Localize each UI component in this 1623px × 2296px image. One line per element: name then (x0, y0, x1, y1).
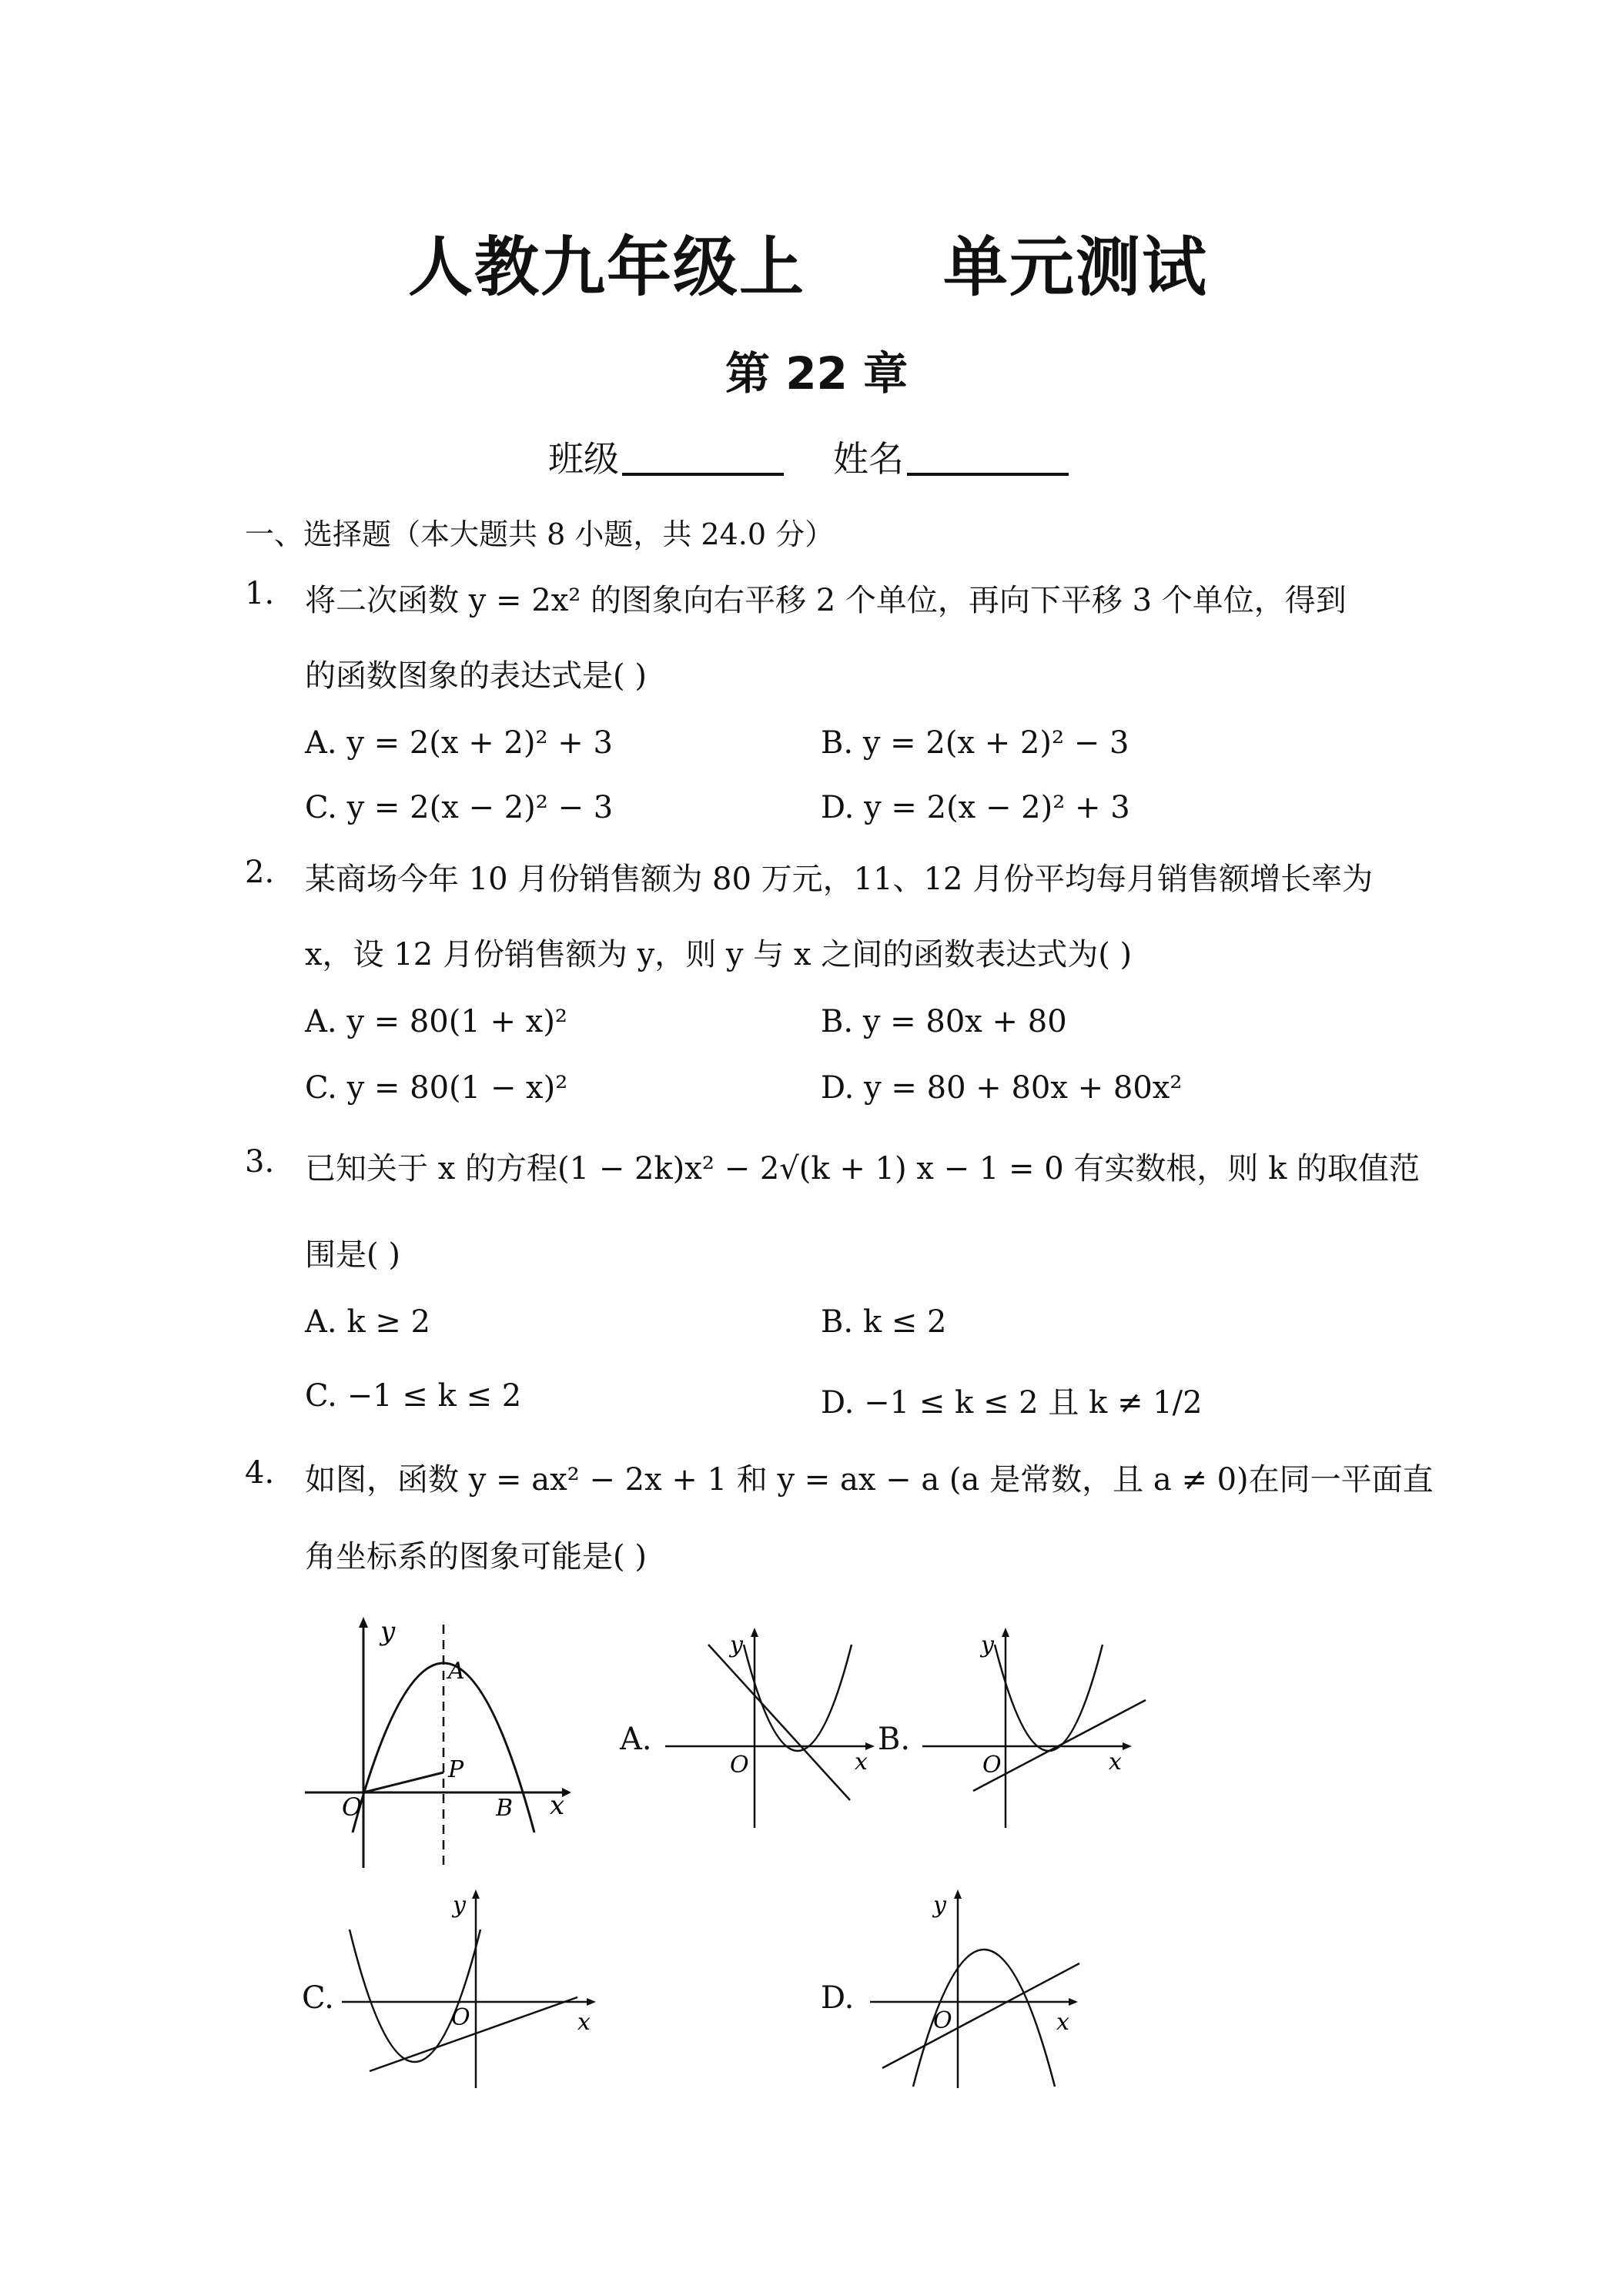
name-label: 姓名 (833, 438, 904, 480)
name-blank[interactable] (907, 437, 1069, 476)
graph-d-label-x: x (1056, 2009, 1069, 2036)
graph-a[interactable] (664, 1626, 879, 1834)
name-field[interactable] (833, 431, 1069, 482)
q3-text-line2: 围是( ) (305, 1237, 400, 1273)
q4-option-b[interactable]: B. (878, 1722, 911, 1757)
page-title-right (943, 216, 1208, 309)
graph-c-label-o: O (451, 2004, 470, 2031)
chapter-heading: 第 22 章 (725, 347, 909, 400)
graph-b[interactable] (921, 1626, 1152, 1834)
q1-text-line2: 的函数图象的表达式是( ) (305, 658, 647, 694)
graph-c-line (370, 1997, 577, 2071)
main-segment-op (363, 1772, 443, 1792)
main-label-o: O (342, 1792, 363, 1822)
main-label-y: y (380, 1616, 396, 1647)
q2-option-d[interactable]: D. y = 80 + 80x + 80x² (821, 1070, 1183, 1106)
class-blank[interactable] (622, 437, 784, 476)
class-field[interactable] (548, 431, 784, 482)
q4-text-line2: 角坐标系的图象可能是( ) (305, 1539, 647, 1575)
q1-number: 1. (245, 576, 275, 611)
q3-number: 3. (245, 1144, 275, 1180)
section-heading: 一、选择题（本大题共 8 小题，共 24.0 分） (245, 517, 835, 551)
q4-number: 4. (245, 1455, 275, 1491)
main-label-p: P (448, 1756, 464, 1783)
q2-option-c[interactable]: C. y = 80(1 − x)² (305, 1070, 568, 1106)
graph-c-label-y: y (453, 1892, 466, 1919)
main-label-b: B (496, 1795, 514, 1822)
graph-c-label-x: x (577, 2009, 591, 2036)
q3-option-a[interactable]: A. k ≥ 2 (305, 1304, 430, 1340)
class-label: 班级 (548, 438, 619, 480)
graph-b-parabola (995, 1645, 1103, 1751)
q3-option-c[interactable]: C. −1 ≤ k ≤ 2 (305, 1378, 522, 1414)
q2-option-a[interactable]: A. y = 80(1 + x)² (305, 1004, 567, 1039)
title-left: 人教九年级上 (408, 229, 806, 305)
title-right: 单元测试 (943, 229, 1209, 305)
main-label-x: x (550, 1790, 565, 1821)
q3-option-d[interactable]: D. −1 ≤ k ≤ 2 且 k ≠ 1/2 (821, 1385, 1203, 1421)
graph-d[interactable] (867, 1886, 1098, 2094)
main-y-arrow (359, 1617, 368, 1628)
q2-text-line2: x，设 12 月份销售额为 y，则 y 与 x 之间的函数表达式为( ) (305, 937, 1133, 972)
graph-d-label-y: y (933, 1892, 946, 1919)
graph-b-label-o: O (982, 1752, 1002, 1779)
graph-b-label-y: y (981, 1632, 994, 1658)
graph-d-line (882, 1963, 1079, 2068)
page-title (408, 216, 805, 309)
q4-option-a[interactable]: A. (620, 1722, 652, 1757)
graph-a-label-y: y (730, 1632, 743, 1658)
q1-option-b[interactable]: B. y = 2(x + 2)² − 3 (821, 725, 1129, 761)
q1-text-line1: 将二次函数 y = 2x² 的图象向右平移 2 个单位，再向下平移 3 个单位，得到 (305, 583, 1347, 618)
graph-d-label-o: O (933, 2007, 952, 2034)
main-figure (300, 1609, 577, 1879)
graph-c-parabola (350, 1930, 480, 2062)
q4-text-line1: 如图，函数 y = ax² − 2x + 1 和 y = ax − a (a 是常数，且 a ≠ 0)在同一平面直 (305, 1462, 1434, 1498)
q1-option-c[interactable]: C. y = 2(x − 2)² − 3 (305, 790, 614, 825)
q2-number: 2. (245, 855, 275, 890)
q2-text-line1: 某商场今年 10 月份销售额为 80 万元，11、12 月份平均每月销售额增长率为 (305, 862, 1374, 897)
q3-text-line1: 已知关于 x 的方程(1 − 2k)x² − 2√(k + 1) x − 1 = 0 有实数根，则 k 的取值范 (305, 1151, 1421, 1186)
graph-a-parabola (744, 1645, 852, 1751)
q2-option-b[interactable]: B. y = 80x + 80 (821, 1004, 1067, 1039)
graph-c[interactable] (339, 1886, 601, 2094)
graph-a-label-o: O (730, 1752, 749, 1779)
q1-option-d[interactable]: D. y = 2(x − 2)² + 3 (821, 790, 1130, 825)
q1-option-a[interactable]: A. y = 2(x + 2)² + 3 (305, 725, 613, 761)
q3-option-b[interactable]: B. k ≤ 2 (821, 1304, 947, 1340)
graph-a-label-x: x (855, 1749, 868, 1776)
main-label-a: A (448, 1658, 465, 1685)
q4-option-d[interactable]: D. (821, 1980, 855, 2016)
graph-b-label-x: x (1109, 1749, 1122, 1776)
q4-option-c[interactable]: C. (302, 1980, 334, 2016)
